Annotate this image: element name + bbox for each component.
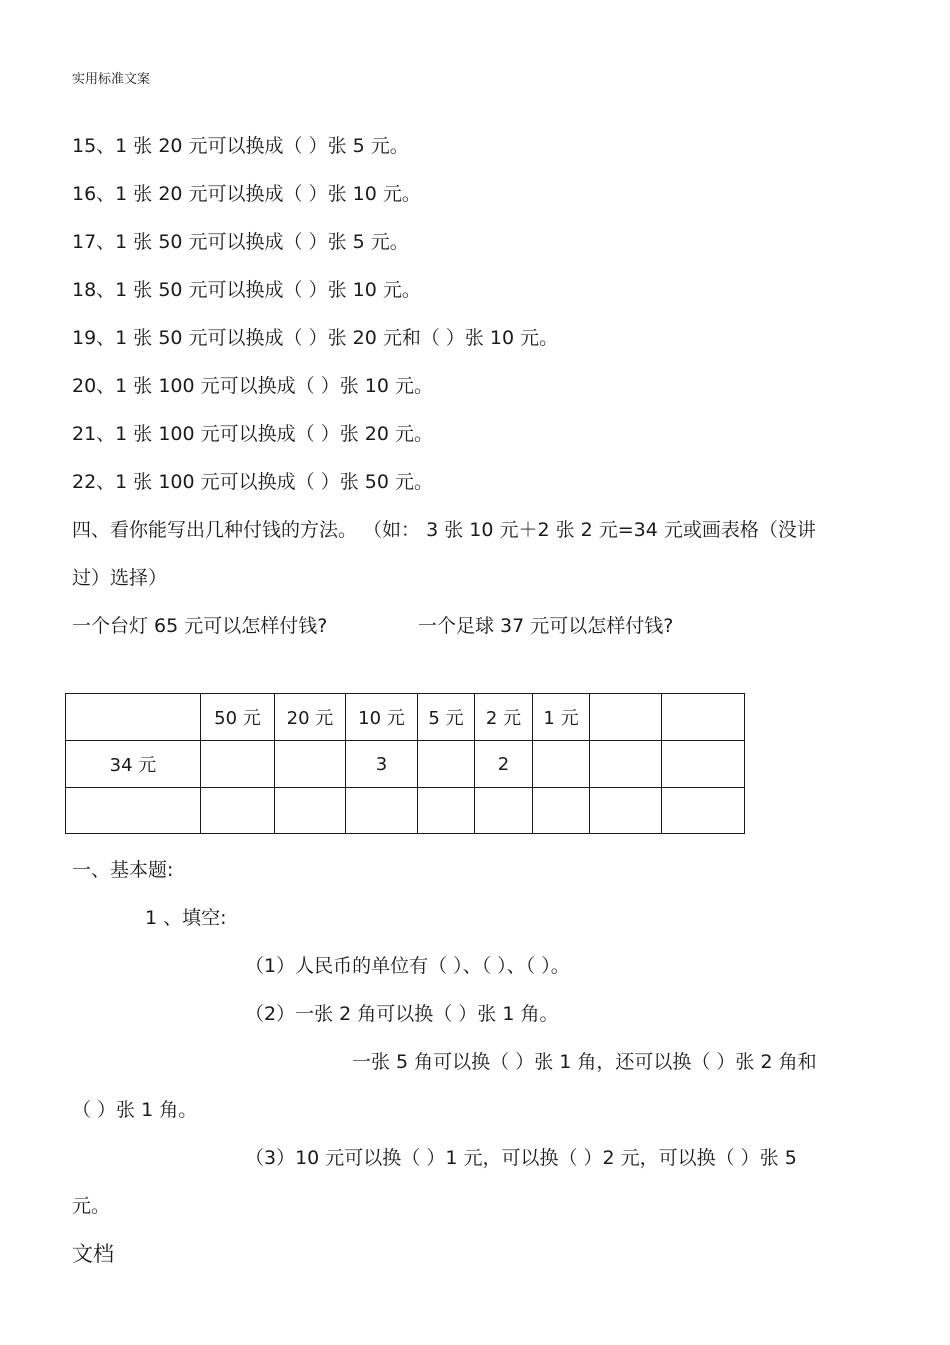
table-cell: 3: [346, 741, 418, 788]
table-header-row: [66, 694, 745, 741]
table-cell: [346, 788, 418, 834]
question-20: 20、1 张 100 元可以换成（ ）张 10 元。: [72, 375, 433, 397]
question-16: 16、1 张 20 元可以换成（ ）张 10 元。: [72, 183, 421, 205]
table-cell: [590, 788, 662, 834]
table-header-cell: 20 元: [275, 694, 346, 741]
fill-item-3: （3）10 元可以换（ ）1 元，可以换（ ）2 元，可以换（ ）张 5: [245, 1147, 797, 1169]
table-cell: [418, 741, 475, 788]
table-row: [66, 788, 745, 834]
table-cell: [475, 788, 533, 834]
table-header-cell: 50 元: [201, 694, 275, 741]
table-cell: [662, 694, 745, 741]
table-cell: [533, 741, 590, 788]
table-cell: 2: [475, 741, 533, 788]
table-cell: 34 元: [66, 741, 201, 788]
lamp-question: 一个台灯 65 元可以怎样付钱?: [72, 615, 328, 637]
table-header-cell: 2 元: [475, 694, 533, 741]
table-cell: [66, 788, 201, 834]
table-cell: [275, 741, 346, 788]
table-cell: [590, 741, 662, 788]
table-cell: [533, 788, 590, 834]
table-row: [66, 741, 745, 788]
table-cell: [201, 788, 275, 834]
table-header-cell: 5 元: [418, 694, 475, 741]
section-4-title: 四、看你能写出几种付钱的方法。 （如： 3 张 10 元＋2 张 2 元=34 元或画表格（没讲: [72, 519, 816, 541]
table-cell: [418, 788, 475, 834]
question-21: 21、1 张 100 元可以换成（ ）张 20 元。: [72, 423, 433, 445]
fill-item-2: （2）一张 2 角可以换（ ）张 1 角。: [245, 1003, 559, 1025]
fill-item-3-continued: 元。: [72, 1195, 111, 1217]
payment-table: [65, 693, 745, 834]
football-question: 一个足球 37 元可以怎样付钱?: [418, 615, 674, 637]
table-cell: [662, 788, 745, 834]
section-4-title-continued: 过）选择）: [72, 567, 168, 589]
question-18: 18、1 张 50 元可以换成（ ）张 10 元。: [72, 279, 421, 301]
table-header-cell: 10 元: [346, 694, 418, 741]
fill-item-2b-continued: （ ）张 1 角。: [72, 1099, 198, 1121]
page-footer: 文档: [72, 1242, 114, 1266]
fill-blank-heading: 1 、填空:: [145, 907, 227, 929]
table-cell: [201, 741, 275, 788]
table-cell: [275, 788, 346, 834]
question-22: 22、1 张 100 元可以换成（ ）张 50 元。: [72, 471, 433, 493]
table-header-cell: 1 元: [533, 694, 590, 741]
table-cell: [590, 694, 662, 741]
table-cell: [662, 741, 745, 788]
question-15: 15、1 张 20 元可以换成（ ）张 5 元。: [72, 135, 409, 157]
section-1-title: 一、基本题:: [72, 859, 174, 881]
fill-item-2b: 一张 5 角可以换（ ）张 1 角，还可以换（ ）张 2 角和: [352, 1051, 817, 1073]
page-header: 实用标准文案: [72, 72, 151, 87]
question-17: 17、1 张 50 元可以换成（ ）张 5 元。: [72, 231, 409, 253]
fill-item-1: （1）人民币的单位有（ ）、（ ）、（ ）。: [245, 955, 570, 977]
question-19: 19、1 张 50 元可以换成（ ）张 20 元和（ ）张 10 元。: [72, 327, 559, 349]
table-cell: [66, 694, 201, 741]
